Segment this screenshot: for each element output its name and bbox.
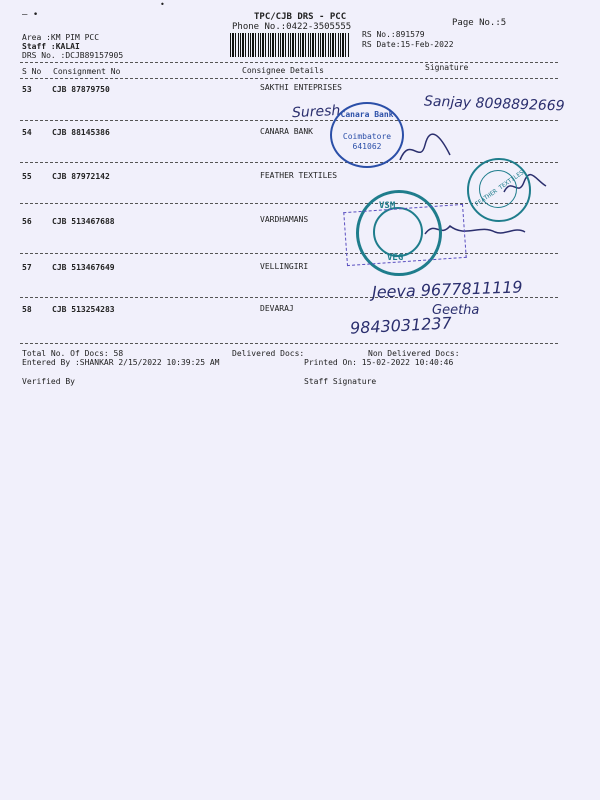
- handwriting-jeeva: Jeeva 9677811119: [371, 277, 523, 302]
- delivered-docs: Delivered Docs:: [232, 349, 305, 358]
- area-label: Area :KM PIM PCC: [22, 33, 100, 42]
- stamp-text: VEG: [387, 253, 404, 263]
- document-title: TPC/CJB DRS - PCC: [254, 12, 347, 22]
- col-consignee: Consignee Details: [242, 66, 324, 75]
- non-delivered-docs: Non Delivered Docs:: [368, 349, 460, 358]
- handwriting-geetha-phone: 9843031237: [349, 313, 453, 338]
- row-consignee: SAKTHI ENTEPRISES: [260, 83, 342, 92]
- divider: [20, 62, 558, 63]
- stamp-text: Coimbatore: [342, 132, 392, 141]
- handwriting-suresh: Suresh: [291, 102, 341, 122]
- row-divider: [20, 120, 558, 121]
- row-divider: [20, 253, 558, 254]
- row-consignment: CJB 513467688: [52, 217, 115, 226]
- row-consignee: CANARA BANK: [260, 127, 313, 136]
- corner-mark: — •: [22, 10, 39, 20]
- feather-textiles-stamp: [467, 158, 531, 222]
- row-consignee: FEATHER TEXTILES: [260, 171, 338, 180]
- entered-by: Entered By :SHANKAR 2/15/2022 10:39:25 AM: [22, 358, 220, 367]
- row-sno: 56: [22, 217, 32, 226]
- divider: [20, 78, 558, 79]
- staff-label: Staff :KALAI: [22, 42, 80, 51]
- rs-date: RS Date:15-Feb-2022: [362, 40, 454, 49]
- verified-by: Verified By: [22, 377, 75, 386]
- top-dot: •: [160, 0, 165, 9]
- total-docs: Total No. Of Docs: 58: [22, 349, 124, 358]
- row-consignment: CJB 513254283: [52, 305, 115, 314]
- phone-number: Phone No.:0422-3505555: [232, 22, 352, 32]
- page-number: Page No.:5: [452, 18, 507, 28]
- signature-scribble: [395, 130, 455, 170]
- col-sno: S No: [22, 67, 42, 76]
- stamp-text: VSM: [379, 201, 396, 211]
- staff-signature: Staff Signature: [304, 377, 377, 386]
- row-sno: 55: [22, 172, 32, 181]
- stamp-text: Canara Bank: [340, 110, 394, 119]
- row-divider: [20, 162, 558, 163]
- stamp-text: 641062: [352, 142, 382, 151]
- divider: [20, 343, 558, 344]
- drs-number: DRS No. :DCJB89157905: [22, 51, 124, 60]
- stamp-text: FEATHER TEXTILES: [473, 169, 526, 209]
- row-consignment: CJB 88145386: [52, 128, 110, 137]
- rs-number: RS No.:891579: [362, 30, 425, 39]
- row-sno: 58: [22, 305, 32, 314]
- printed-on: Printed On: 15-02-2022 10:40:46: [304, 358, 454, 367]
- canara-bank-stamp: [330, 102, 404, 168]
- row-consignment: CJB 513467649: [52, 263, 115, 272]
- col-consignment: Consignment No: [53, 67, 121, 76]
- handwriting-geetha: Geetha: [432, 303, 480, 318]
- row-sno: 57: [22, 263, 32, 272]
- row-sno: 54: [22, 128, 32, 137]
- row-consignee: DEVARAJ: [260, 304, 294, 313]
- handwriting-sanjay: Sanjay 8098892669: [423, 93, 565, 115]
- violet-rect-stamp: [343, 204, 466, 266]
- barcode: [230, 33, 350, 57]
- row-consignment: CJB 87972142: [52, 172, 110, 181]
- row-consignment: CJB 87879750: [52, 85, 110, 94]
- col-signature: Signature: [425, 63, 469, 72]
- row-consignee: VELLINGIRI: [260, 262, 309, 271]
- row-consignee: VARDHAMANS: [260, 215, 309, 224]
- row-sno: 53: [22, 85, 32, 94]
